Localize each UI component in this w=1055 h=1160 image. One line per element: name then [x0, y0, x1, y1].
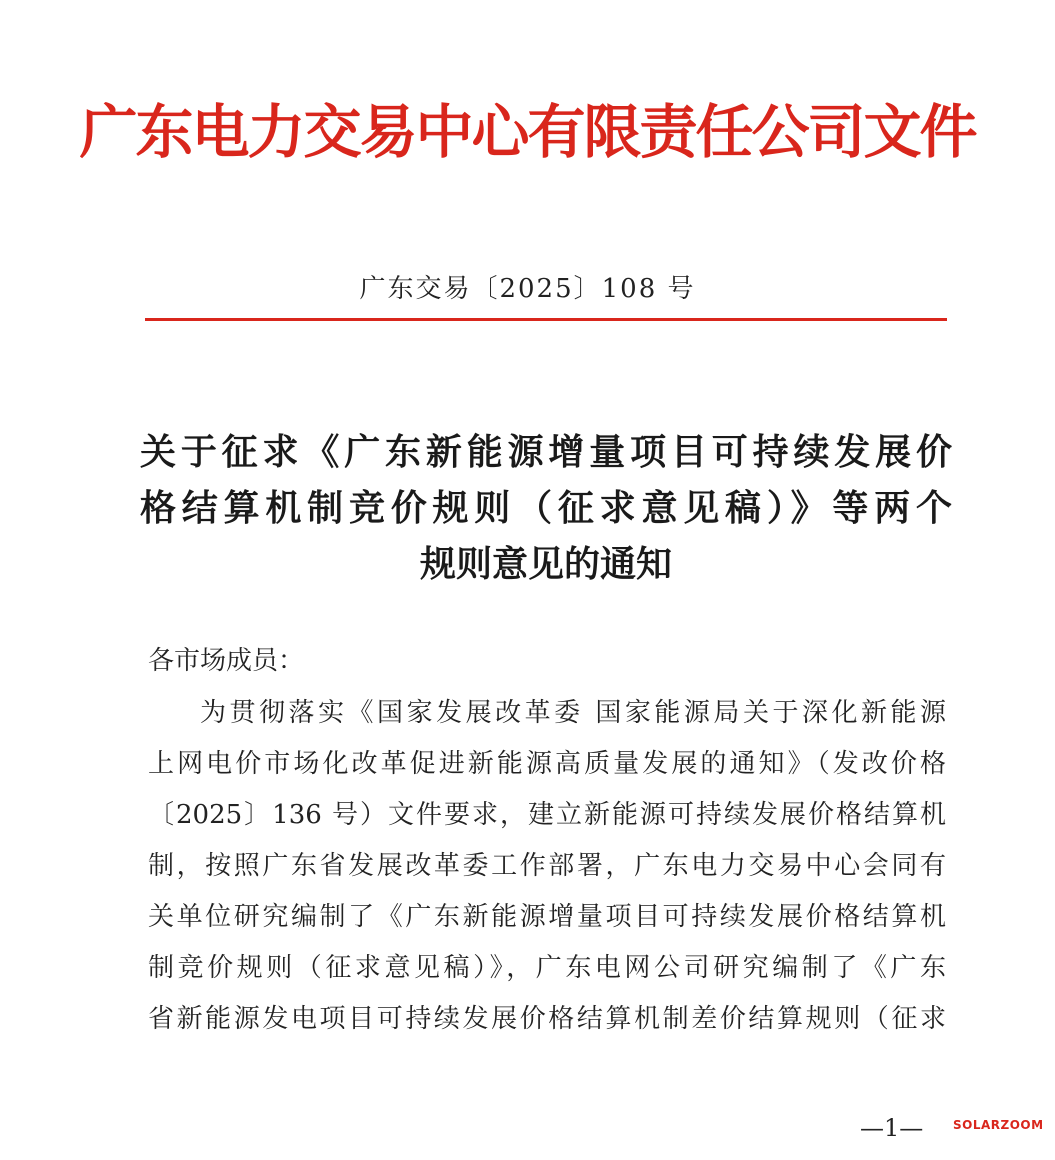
title-line: 关于征求《广东新能源增量项目可持续发展价 [140, 431, 952, 473]
body-line: 关单位研究编制了《广东新能源增量项目可持续发展价格结算机 [148, 902, 946, 932]
document-number: 广东交易〔2025〕108 号 [359, 274, 696, 304]
body-line: 省新能源发电项目可持续发展价格结算机制差价结算规则（征求 [148, 1004, 946, 1034]
body-paragraph [148, 688, 946, 1045]
body-line: 制，按照广东省发展改革委工作部署，广东电力交易中心会同有 [148, 851, 946, 881]
body-line: 制竞价规则（征求意见稿）》，广东电网公司研究编制了《广东 [148, 953, 946, 983]
issuer-masthead: 广东电力交易中心有限责任公司文件 [79, 98, 976, 166]
page-number: —1— [860, 1114, 924, 1142]
title-line: 格结算机制竞价规则（征求意见稿）》等两个 [140, 487, 952, 529]
body-line: 上网电价市场化改革促进新能源高质量发展的通知》（发改价格 [148, 749, 946, 779]
salutation: 各市场成员： [148, 646, 305, 676]
body-line: 为贯彻落实《国家发展改革委 国家能源局关于深化新能源 [200, 698, 946, 728]
red-divider-rule [145, 318, 947, 321]
body-line: 〔2025〕136 号）文件要求，建立新能源可持续发展价格结算机 [148, 800, 946, 830]
document-title [140, 424, 952, 592]
watermark-logo: SOLARZOOM [953, 1118, 1044, 1132]
title-line: 规则意见的通知 [419, 543, 672, 585]
